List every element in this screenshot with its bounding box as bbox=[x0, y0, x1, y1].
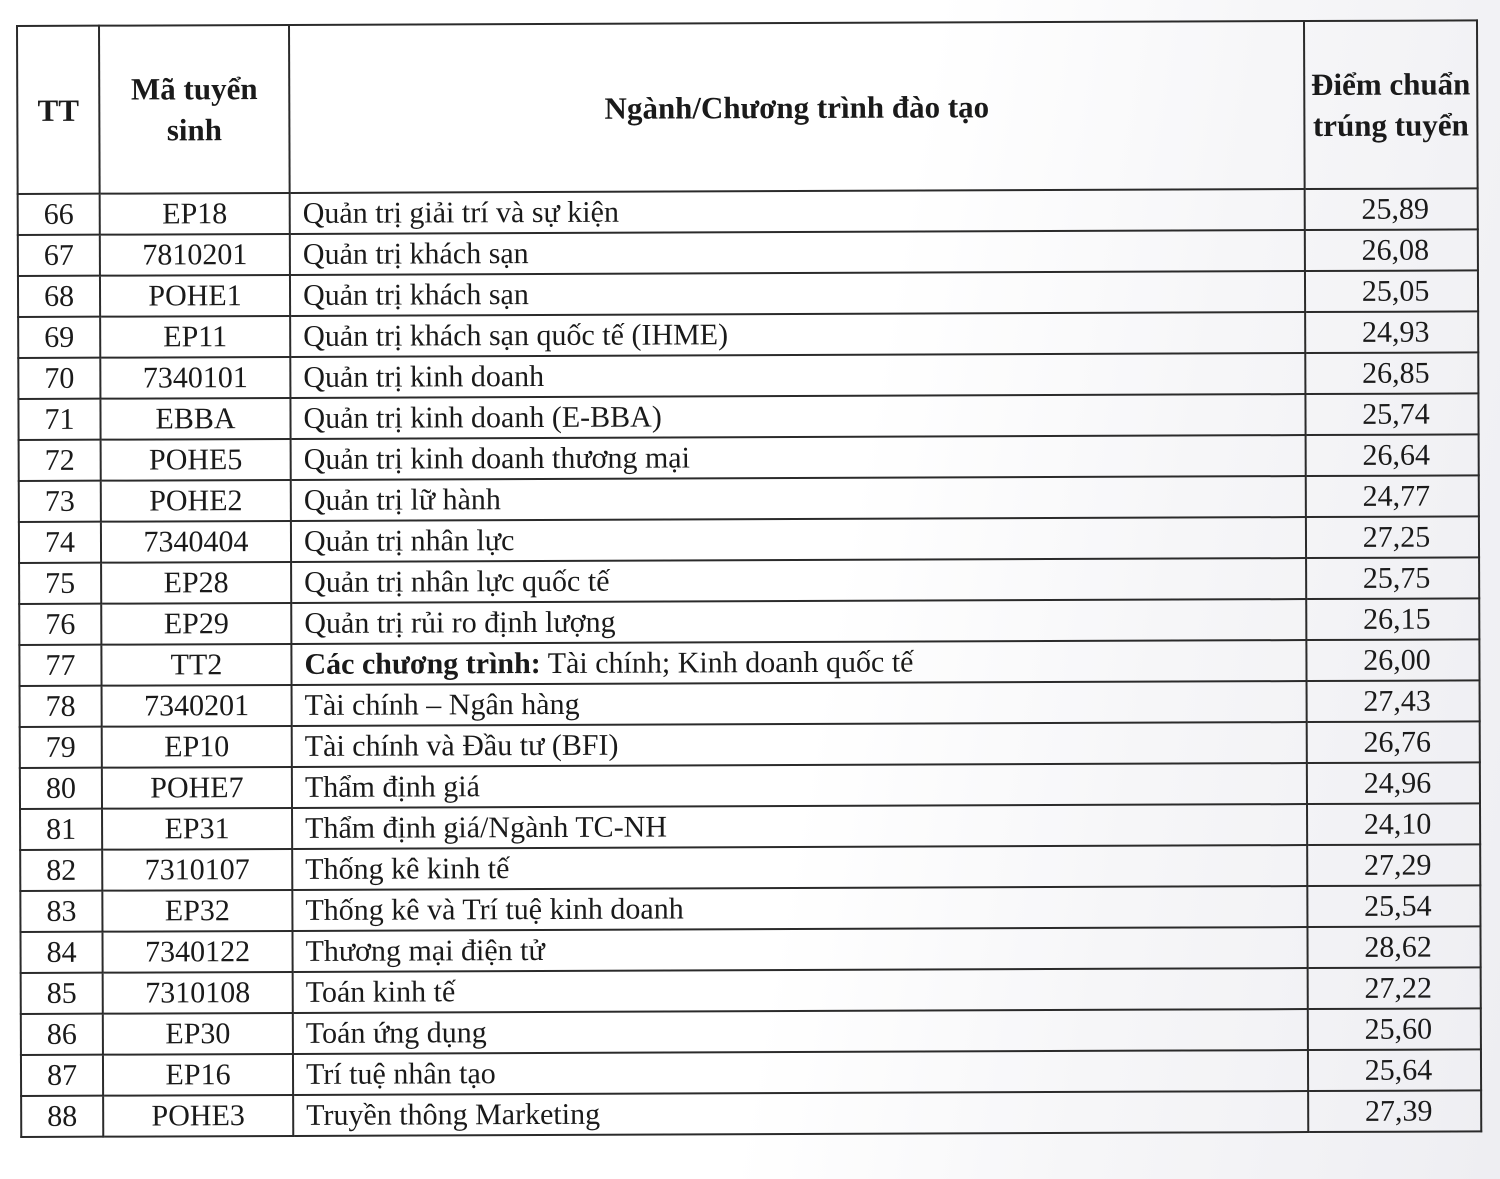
cell-tt: 83 bbox=[20, 891, 102, 932]
cell-ma-tuyen-sinh: EP11 bbox=[100, 316, 290, 358]
cell-ma-tuyen-sinh: EBBA bbox=[100, 398, 290, 440]
cell-ma-tuyen-sinh: EP31 bbox=[102, 808, 292, 850]
cell-nganh bbox=[291, 558, 1306, 603]
table-row bbox=[19, 557, 1479, 604]
cell-tt: 86 bbox=[21, 1014, 103, 1055]
cell-ma-tuyen-sinh: POHE5 bbox=[101, 439, 291, 481]
cell-nganh bbox=[290, 271, 1305, 316]
cell-diem-chuan: 24,77 bbox=[1306, 475, 1479, 517]
cell-nganh bbox=[291, 599, 1306, 644]
table-row bbox=[19, 639, 1479, 686]
cell-ma-tuyen-sinh: 7340404 bbox=[101, 521, 291, 563]
nganh-name: Quản trị rủi ro định lượng bbox=[304, 605, 616, 640]
cell-ma-tuyen-sinh: 7340101 bbox=[100, 357, 290, 399]
cell-nganh bbox=[293, 1050, 1308, 1095]
table-row bbox=[18, 352, 1478, 399]
cell-nganh bbox=[292, 927, 1307, 972]
cell-tt: 77 bbox=[19, 645, 101, 686]
table-row bbox=[21, 1008, 1481, 1055]
cell-tt: 84 bbox=[20, 932, 102, 973]
cell-ma-tuyen-sinh: EP10 bbox=[102, 726, 292, 768]
cell-tt: 88 bbox=[21, 1096, 103, 1137]
header-ma-tuyen-sinh: Mã tuyển sinh bbox=[99, 25, 290, 194]
nganh-name: Quản trị nhân lực quốc tế bbox=[304, 564, 610, 599]
cell-diem-chuan: 26,00 bbox=[1306, 639, 1479, 681]
cell-ma-tuyen-sinh: EP29 bbox=[101, 603, 291, 645]
cell-diem-chuan: 24,10 bbox=[1307, 803, 1480, 845]
header-diem-chuan: Điểm chuẩn trúng tuyển bbox=[1304, 20, 1478, 189]
cell-diem-chuan: 26,15 bbox=[1306, 598, 1479, 640]
nganh-name: Thẩm định giá/Ngành TC-NH bbox=[305, 810, 668, 845]
cell-nganh bbox=[293, 1009, 1308, 1054]
table-row bbox=[20, 803, 1480, 850]
cell-nganh bbox=[290, 189, 1305, 234]
cell-nganh bbox=[290, 230, 1305, 275]
cell-tt: 87 bbox=[21, 1055, 103, 1096]
cell-tt: 66 bbox=[18, 194, 100, 235]
nganh-name: Thống kê và Trí tuệ kinh doanh bbox=[305, 892, 684, 927]
nganh-name: Quản trị kinh doanh thương mại bbox=[303, 441, 690, 476]
nganh-name: Tài chính và Đầu tư (BFI) bbox=[304, 728, 619, 763]
cell-tt: 69 bbox=[18, 317, 100, 358]
nganh-name: Trí tuệ nhân tạo bbox=[305, 1057, 496, 1091]
cell-nganh bbox=[291, 435, 1306, 480]
cell-tt: 70 bbox=[18, 358, 100, 399]
cell-tt: 71 bbox=[18, 399, 100, 440]
cell-diem-chuan: 26,08 bbox=[1305, 229, 1478, 271]
cell-diem-chuan: 27,39 bbox=[1308, 1090, 1481, 1132]
table-row bbox=[19, 598, 1479, 645]
cell-ma-tuyen-sinh: 7810201 bbox=[100, 234, 290, 276]
nganh-name: Toán kinh tế bbox=[305, 975, 456, 1009]
cell-diem-chuan: 24,96 bbox=[1307, 762, 1480, 804]
header-tt: TT bbox=[17, 26, 100, 194]
cell-tt: 75 bbox=[19, 563, 101, 604]
nganh-name: Tài chính; Kinh doanh quốc tế bbox=[547, 645, 914, 680]
nganh-name: Quản trị nhân lực bbox=[303, 524, 515, 558]
nganh-name: Thẩm định giá bbox=[304, 770, 480, 804]
cell-tt: 68 bbox=[18, 276, 100, 317]
nganh-name: Quản trị giải trí và sự kiện bbox=[302, 195, 619, 230]
cell-nganh bbox=[291, 476, 1306, 521]
cell-ma-tuyen-sinh: 7310107 bbox=[102, 849, 292, 891]
table-body bbox=[18, 188, 1482, 1137]
cell-ma-tuyen-sinh: 7340201 bbox=[102, 685, 292, 727]
cell-nganh bbox=[292, 681, 1307, 726]
cell-tt: 74 bbox=[19, 522, 101, 563]
cell-ma-tuyen-sinh: 7340122 bbox=[102, 931, 292, 973]
cell-tt: 72 bbox=[19, 440, 101, 481]
cell-diem-chuan: 25,64 bbox=[1308, 1049, 1481, 1091]
table-row bbox=[20, 885, 1480, 932]
nganh-prefix: Các chương trình: bbox=[304, 646, 541, 681]
cell-nganh bbox=[292, 763, 1307, 808]
cell-diem-chuan: 25,54 bbox=[1307, 885, 1480, 927]
cell-diem-chuan: 25,05 bbox=[1305, 270, 1478, 312]
nganh-name: Quản trị kinh doanh bbox=[303, 359, 545, 394]
cell-ma-tuyen-sinh: POHE1 bbox=[100, 275, 290, 317]
cell-nganh bbox=[291, 640, 1306, 685]
cell-diem-chuan: 26,64 bbox=[1306, 434, 1479, 476]
cell-diem-chuan: 27,29 bbox=[1307, 844, 1480, 886]
cell-nganh bbox=[292, 845, 1307, 890]
table-row bbox=[18, 393, 1478, 440]
table-row bbox=[21, 967, 1481, 1014]
nganh-name: Quản trị lữ hành bbox=[303, 483, 501, 517]
cell-tt: 81 bbox=[20, 809, 102, 850]
table-row bbox=[18, 188, 1478, 235]
cell-diem-chuan: 25,74 bbox=[1305, 393, 1478, 435]
cell-ma-tuyen-sinh: POHE7 bbox=[102, 767, 292, 809]
header-row bbox=[17, 20, 1478, 194]
cell-tt: 76 bbox=[19, 604, 101, 645]
cell-tt: 67 bbox=[18, 235, 100, 276]
header-nganh: Ngành/Chương trình đào tạo bbox=[289, 21, 1305, 193]
cell-nganh bbox=[292, 722, 1307, 767]
cell-nganh bbox=[293, 1091, 1308, 1136]
table-row bbox=[21, 1049, 1481, 1096]
table-row bbox=[20, 680, 1480, 727]
nganh-name: Tài chính – Ngân hàng bbox=[304, 687, 580, 722]
nganh-name: Thương mại điện tử bbox=[305, 933, 545, 968]
cell-diem-chuan: 27,25 bbox=[1306, 516, 1479, 558]
cell-ma-tuyen-sinh: EP32 bbox=[102, 890, 292, 932]
cell-nganh bbox=[292, 804, 1307, 849]
nganh-name: Quản trị kinh doanh (E-BBA) bbox=[303, 400, 662, 435]
nganh-name: Quản trị khách sạn bbox=[302, 237, 529, 271]
cell-nganh bbox=[290, 394, 1305, 439]
cell-diem-chuan: 26,85 bbox=[1305, 352, 1478, 394]
nganh-name: Toán ứng dụng bbox=[305, 1016, 487, 1050]
cell-tt: 78 bbox=[20, 686, 102, 727]
cell-nganh bbox=[290, 312, 1305, 357]
table-row bbox=[20, 844, 1480, 891]
cell-diem-chuan: 26,76 bbox=[1307, 721, 1480, 763]
cell-ma-tuyen-sinh: TT2 bbox=[101, 644, 291, 686]
cell-nganh bbox=[293, 968, 1308, 1013]
cell-ma-tuyen-sinh: EP16 bbox=[103, 1054, 293, 1096]
nganh-name: Truyền thông Marketing bbox=[306, 1097, 601, 1132]
cell-ma-tuyen-sinh: EP30 bbox=[103, 1013, 293, 1055]
table-row bbox=[20, 762, 1480, 809]
table-row bbox=[18, 270, 1478, 317]
cell-tt: 82 bbox=[20, 850, 102, 891]
cell-ma-tuyen-sinh: POHE2 bbox=[101, 480, 291, 522]
cell-diem-chuan: 25,89 bbox=[1305, 188, 1478, 230]
cell-tt: 80 bbox=[20, 768, 102, 809]
cell-nganh bbox=[291, 517, 1306, 562]
cell-diem-chuan: 25,75 bbox=[1306, 557, 1479, 599]
cell-diem-chuan: 25,60 bbox=[1308, 1008, 1481, 1050]
table-row bbox=[21, 1090, 1481, 1137]
table-row bbox=[18, 311, 1478, 358]
nganh-name: Thống kê kinh tế bbox=[305, 852, 510, 886]
cell-ma-tuyen-sinh: POHE3 bbox=[103, 1095, 293, 1137]
cell-ma-tuyen-sinh: EP18 bbox=[100, 193, 290, 235]
cell-tt: 79 bbox=[20, 727, 102, 768]
cell-diem-chuan: 28,62 bbox=[1307, 926, 1480, 968]
cell-tt: 73 bbox=[19, 481, 101, 522]
cell-nganh bbox=[290, 353, 1305, 398]
cell-nganh bbox=[292, 886, 1307, 931]
cell-ma-tuyen-sinh: EP28 bbox=[101, 562, 291, 604]
cell-diem-chuan: 27,43 bbox=[1307, 680, 1480, 722]
nganh-name: Quản trị khách sạn quốc tế (IHME) bbox=[303, 318, 729, 353]
table-row bbox=[18, 229, 1478, 276]
table-row bbox=[20, 926, 1480, 973]
cell-diem-chuan: 27,22 bbox=[1308, 967, 1481, 1009]
nganh-name: Quản trị khách sạn bbox=[302, 278, 529, 312]
cell-tt: 85 bbox=[21, 973, 103, 1014]
table-row bbox=[19, 434, 1479, 481]
table-row bbox=[19, 475, 1479, 522]
cell-diem-chuan: 24,93 bbox=[1305, 311, 1478, 353]
table-row bbox=[19, 516, 1479, 563]
cell-ma-tuyen-sinh: 7310108 bbox=[103, 972, 293, 1014]
admission-scores-table bbox=[16, 19, 1482, 1138]
table-row bbox=[20, 721, 1480, 768]
